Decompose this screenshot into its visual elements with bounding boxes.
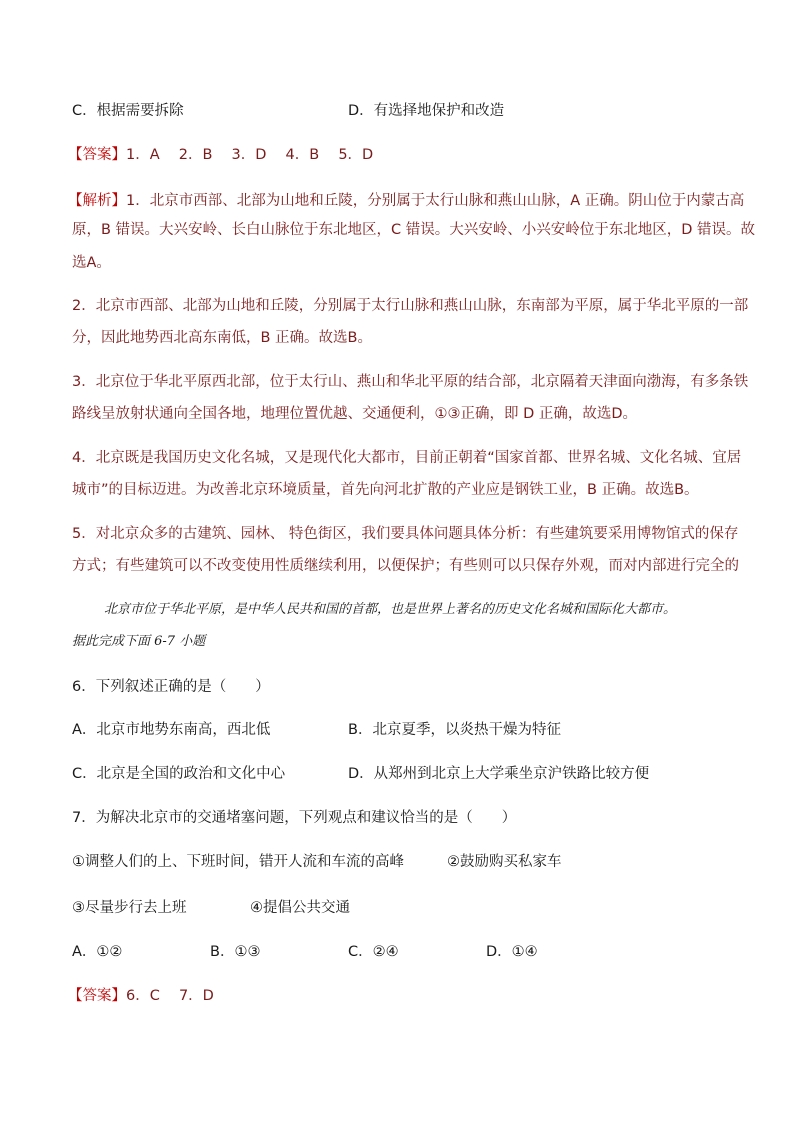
q7-item-4: ④提倡公共交通 [250, 900, 350, 916]
analysis-p2-l2: 分，因此地势西北高东南低，B 正确。故选B。 [72, 330, 373, 346]
passage-line-1: 北京市位于华北平原，是中华人民共和国的首都，也是世界上著名的历史文化名城和国际化大都市。 [104, 602, 677, 617]
analysis-p3-l1: 3．北京位于华北平原西北部，位于太行山、燕山和华北平原的结合部，北京隔着天津面向渤海，有多条铁 [72, 374, 749, 390]
q7-stem: 7．为解决北京市的交通堵塞问题，下列观点和建议恰当的是（ ） [72, 810, 517, 826]
analysis-tag: 【解析】 [68, 193, 126, 209]
analysis-p4-l1: 4．北京既是我国历史文化名城，又是现代化大都市，目前正朝着“国家首都、世界名城、文化名城、宜居 [72, 450, 742, 466]
analysis-p4-l2: 城市”的目标迈进。为改善北京环境质量，首先向河北扩散的产业应是钢铁工业，B 正确。故选B。 [72, 482, 699, 498]
analysis-p1-l2: 原，B 错误。大兴安岭、长白山脉位于东北地区，C 错误。大兴安岭、小兴安岭位于东北地区，D 错误。故 [72, 222, 756, 238]
analysis-p3-l2: 路线呈放射状通向全国各地，地理位置优越、交通便利，①③正确，即 D 正确，故选D。 [72, 406, 638, 422]
analysis-p5-l1: 5．对北京众多的古建筑、园林、 特色街区，我们要具体问题具体分析：有些建筑要采用博物馆式的保存 [72, 526, 739, 542]
q7-option-b: B．①③ [210, 944, 261, 960]
q7-option-a: A．①② [72, 944, 123, 960]
q7-option-c: C．②④ [348, 944, 399, 960]
answer-tag-2: 【答案】 [68, 988, 126, 1004]
answer-text-2: 6．C 7．D [126, 988, 214, 1004]
analysis-line-1 [68, 191, 744, 211]
q6-option-d: D．从郑州到北京上大学乘坐京沪铁路比较方便 [348, 766, 650, 782]
q6-option-c: C．北京是全国的政治和文化中心 [72, 766, 286, 782]
q6-option-b: B．北京夏季，以炎热干燥为特征 [348, 722, 561, 738]
answer-line-1 [68, 145, 373, 165]
option-d: D．有选择地保护和改造 [348, 103, 505, 119]
answer-text: 1．A 2．B 3．D 4．B 5．D [126, 147, 374, 163]
q7-item-2: ②鼓励购买私家车 [447, 854, 562, 870]
q6-stem: 6．下列叙述正确的是（ ） [72, 679, 270, 695]
answer-line-2 [68, 986, 214, 1006]
analysis-p1-l3: 选A。 [72, 255, 111, 271]
answer-tag: 【答案】 [68, 147, 126, 163]
analysis-p1-l1: 1．北京市西部、北部为山地和丘陵，分别属于太行山脉和燕山山脉，A 正确。阴山位于内蒙古高 [126, 193, 745, 209]
passage-line-2: 据此完成下面 6-7 小题 [72, 634, 206, 649]
option-c: C．根据需要拆除 [72, 103, 184, 119]
q6-option-a: A．北京市地势东南高，西北低 [72, 722, 271, 738]
q7-option-d: D．①④ [486, 944, 538, 960]
analysis-p5-l2: 方式；有些建筑可以不改变使用性质继续利用，以便保护；有些则可以只保存外观，而对内部进行完全的 [72, 558, 739, 574]
q7-item-3: ③尽量步行去上班 [72, 900, 187, 916]
analysis-p2-l1: 2．北京市西部、北部为山地和丘陵，分别属于太行山脉和燕山山脉，东南部为平原，属于华北平原的一部 [72, 298, 749, 314]
q7-item-1: ①调整人们的上、下班时间，错开人流和车流的高峰 [72, 854, 404, 870]
